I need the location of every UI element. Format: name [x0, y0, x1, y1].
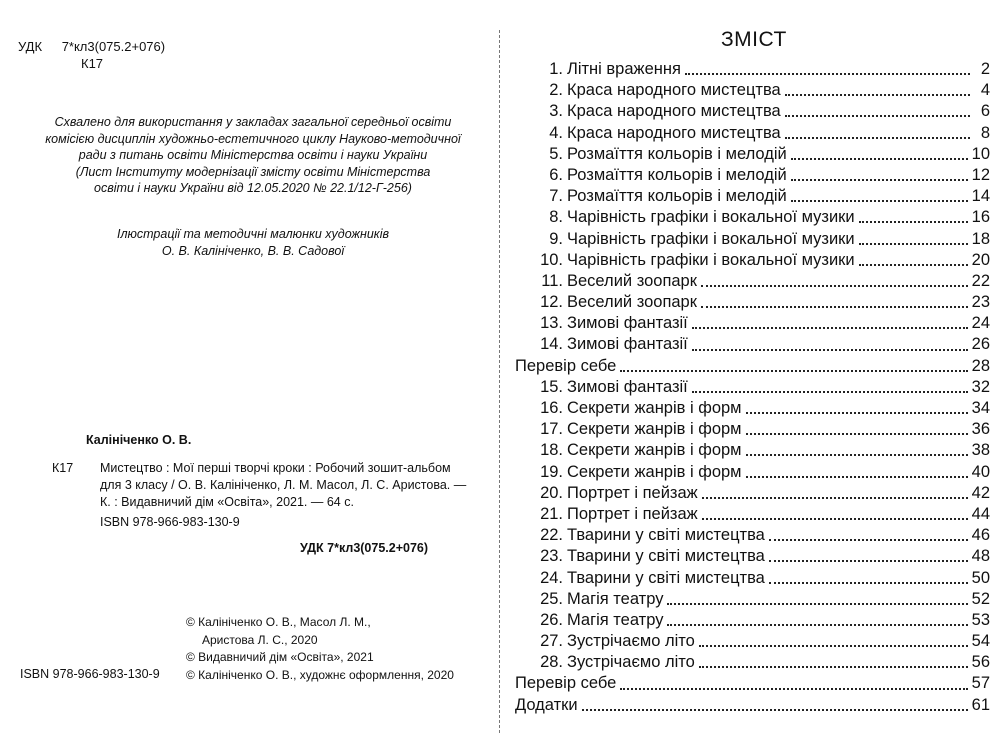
toc-item-title: Тварини у світі мистецтва — [567, 526, 765, 545]
toc-item-title: Зимові фантазії — [567, 335, 688, 354]
toc-item-title: Розмаїття кольорів і мелодій — [567, 144, 787, 163]
biblio-isbn: ISBN 978-966-983-130-9 — [100, 515, 240, 529]
approval-line: освіти і науки України від 12.05.2020 № 22.1/12-Г-256) — [94, 181, 412, 195]
contents-page — [515, 0, 993, 733]
toc-item-number: 17. — [540, 420, 563, 439]
toc-item-number: 8. — [549, 208, 563, 227]
toc-item-page: 34 — [971, 399, 990, 417]
toc-leader-dots — [769, 582, 968, 584]
toc-leader-dots — [701, 285, 968, 287]
toc-item-title: Чарівність графіки і вокальної музики — [567, 229, 855, 248]
toc-item-page: 4 — [980, 81, 990, 100]
toc-item — [515, 165, 990, 186]
toc-item-page: 32 — [971, 377, 990, 396]
page-divider — [499, 30, 500, 733]
toc-item-page: 50 — [971, 568, 990, 587]
toc-item-page: 38 — [971, 441, 990, 460]
toc-item-title: Зустрічаємо літо — [567, 653, 695, 672]
toc-item-page: 48 — [971, 547, 990, 566]
author-name: Калініченко О. В. — [86, 433, 192, 447]
bibliographic-record — [52, 432, 492, 529]
k17-code: К17 — [81, 56, 104, 71]
toc-item-page: 18 — [971, 229, 990, 248]
toc-item-number: 28. — [540, 653, 563, 672]
toc-item-number: 12. — [540, 293, 563, 312]
toc-leader-dots — [692, 349, 968, 351]
toc-leader-dots — [791, 158, 968, 160]
toc-item — [515, 144, 990, 165]
toc-leader-dots — [746, 454, 968, 456]
toc-leader-dots — [746, 433, 968, 435]
toc-item-title: Літні враження — [567, 60, 681, 78]
toc-item — [515, 123, 990, 144]
toc-item-title: Зимові фантазії — [567, 377, 688, 396]
approval-line: комісією дисциплін художньо-естетичного циклу Науково-методичної — [45, 131, 461, 146]
toc-item-page: 53 — [971, 610, 990, 629]
toc-item — [515, 59, 990, 80]
toc-leader-dots — [859, 221, 968, 223]
toc-item-title: Секрети жанрів і форм — [567, 462, 742, 481]
toc-item — [515, 186, 990, 207]
toc-item-page: 57 — [971, 674, 990, 693]
toc-item-page: 24 — [971, 314, 990, 333]
toc-item — [515, 377, 990, 398]
udk-block — [18, 38, 165, 72]
toc-item-title: Розмаїття кольорів і мелодій — [567, 187, 787, 206]
toc-item — [515, 673, 990, 694]
toc-item-title: Тварини у світі мистецтва — [567, 547, 765, 566]
toc-item-page: 28 — [971, 356, 990, 375]
toc-item — [515, 589, 990, 610]
udk-bottom: УДК 7*кл3(075.2+076) — [300, 541, 429, 555]
biblio-line: Мистецтво : Мої перші творчі кроки : Робочий зошит-альбом — [100, 461, 451, 475]
toc-item-title: Розмаїття кольорів і мелодій — [567, 165, 787, 184]
toc-item-page: 22 — [971, 271, 990, 290]
illustrators-names: О. В. Калініченко, В. В. Садової — [161, 244, 345, 258]
toc-leader-dots — [685, 73, 970, 75]
toc-item-number: 15. — [540, 377, 563, 396]
toc-item-number: 6. — [549, 165, 563, 184]
copyright-line: © Калініченко О. В., Масол Л. М., — [186, 615, 371, 629]
udk-code: 7*кл3(075.2+076) — [61, 39, 166, 54]
toc-item-number: 9. — [549, 229, 563, 248]
toc-item-title: Веселий зоопарк — [567, 293, 697, 312]
toc-item-number: 7. — [549, 187, 563, 206]
toc-item-title: Портрет і пейзаж — [567, 504, 698, 523]
illustrators-line: Ілюстрації та методичні малюнки художників — [116, 227, 390, 241]
toc-item-number: 10. — [540, 250, 563, 269]
copyright-line: © Видавничий дім «Освіта», 2021 — [186, 650, 374, 664]
toc-item — [515, 229, 990, 250]
toc-leader-dots — [746, 476, 968, 478]
toc-item-page: 52 — [971, 589, 990, 608]
toc-item-page: 12 — [971, 165, 990, 184]
toc-item — [515, 652, 990, 673]
toc-item-page: 10 — [971, 144, 990, 163]
toc-item-title: Веселий зоопарк — [567, 271, 697, 290]
toc-item-title: Чарівність графіки і вокальної музики — [567, 208, 855, 227]
copyright-line: © Калініченко О. В., художнє оформлення, 2020 — [186, 667, 454, 682]
approval-line: Схвалено для використання у закладах загальної середньої освіти — [54, 115, 452, 129]
toc-item-page: 42 — [971, 483, 990, 502]
toc-leader-dots — [692, 327, 968, 329]
toc-item — [515, 271, 990, 292]
toc-item-title: Перевір себе — [515, 356, 617, 375]
biblio-k17: К17 — [52, 461, 74, 475]
toc-item-title: Магія театру — [567, 610, 664, 629]
toc-item-title: Краса народного мистецтва — [567, 102, 781, 121]
toc-leader-dots — [699, 645, 968, 647]
toc-item-number: 20. — [540, 483, 563, 502]
toc-leader-dots — [702, 497, 968, 499]
toc-item — [515, 568, 990, 589]
copyright-block — [186, 614, 454, 684]
toc-item-number: 22. — [540, 526, 563, 545]
toc-item-page: 14 — [971, 187, 990, 206]
toc-item-title: Секрети жанрів і форм — [567, 399, 742, 417]
biblio-description — [100, 460, 495, 511]
toc-item — [515, 334, 990, 355]
toc-item — [515, 80, 990, 101]
toc-leader-dots — [699, 666, 968, 668]
toc-item — [515, 695, 990, 716]
toc-item-number: 11. — [541, 271, 563, 290]
toc-item-page: 16 — [971, 208, 990, 227]
biblio-line: К. : Видавничий дім «Освіта», 2021. — 64 с. — [100, 495, 354, 509]
toc-leader-dots — [785, 94, 970, 96]
toc-item-page: 26 — [971, 335, 990, 354]
toc-item — [515, 483, 990, 504]
approval-line: (Лист Інституту модернізації змісту освіти Міністерства — [75, 164, 431, 179]
toc-item-number: 16. — [540, 399, 563, 417]
toc-item-number: 21. — [540, 504, 563, 523]
toc-item — [515, 631, 990, 652]
toc-item-page: 23 — [971, 293, 990, 312]
toc-leader-dots — [859, 243, 968, 245]
toc-item-title: Краса народного мистецтва — [567, 81, 781, 100]
toc-leader-dots — [785, 137, 970, 139]
toc-item-title: Перевір себе — [515, 674, 617, 693]
toc-item-title: Зимові фантазії — [567, 314, 688, 333]
toc-item — [515, 440, 990, 461]
toc-item-page: 61 — [971, 695, 990, 714]
toc-item — [515, 546, 990, 567]
toc-item-page: 46 — [971, 526, 990, 545]
toc-list — [515, 59, 990, 716]
copyright-line: Аристова Л. С., 2020 — [202, 632, 318, 647]
toc-item-title: Додатки — [515, 695, 578, 714]
toc-item-number: 2. — [549, 81, 563, 100]
toc-leader-dots — [667, 624, 967, 626]
toc-leader-dots — [620, 370, 967, 372]
toc-item-page: 40 — [971, 462, 990, 481]
toc-item — [515, 356, 990, 377]
toc-leader-dots — [785, 115, 970, 117]
toc-leader-dots — [582, 709, 968, 711]
toc-item-number: 24. — [540, 568, 563, 587]
toc-leader-dots — [692, 391, 968, 393]
toc-item-page: 56 — [971, 653, 990, 672]
toc-item-title: Секрети жанрів і форм — [567, 441, 742, 460]
biblio-line: для 3 класу / О. В. Калініченко, Л. М. Масол, Л. С. Аристова. — — [100, 478, 467, 492]
toc-item-page: 6 — [980, 102, 990, 121]
toc-leader-dots — [667, 603, 967, 605]
toc-item — [515, 250, 990, 271]
toc-item-page: 44 — [971, 504, 990, 523]
toc-item-page: 54 — [971, 632, 990, 651]
toc-item — [515, 504, 990, 525]
toc-item-page: 36 — [971, 420, 990, 439]
isbn-bottom: ISBN 978-966-983-130-9 — [20, 667, 160, 681]
toc-item — [515, 610, 990, 631]
toc-item-page: 20 — [971, 250, 990, 269]
toc-item-title: Краса народного мистецтва — [567, 123, 781, 142]
toc-item-number: 14. — [540, 335, 563, 354]
toc-leader-dots — [769, 539, 968, 541]
toc-item — [515, 101, 990, 122]
toc-item-title: Секрети жанрів і форм — [567, 420, 742, 439]
toc-title: ЗМІСТ — [721, 28, 787, 51]
toc-leader-dots — [791, 200, 968, 202]
toc-item-number: 13. — [540, 314, 563, 333]
toc-item-title: Зустрічаємо літо — [567, 632, 695, 651]
toc-item-title: Чарівність графіки і вокальної музики — [567, 250, 855, 269]
toc-item-number: 27. — [540, 632, 563, 651]
toc-leader-dots — [702, 518, 968, 520]
toc-item-number: 25. — [540, 589, 563, 608]
approval-statement — [20, 114, 486, 197]
approval-line: ради з питань освіти Міністерства освіти і науки України — [78, 148, 428, 162]
toc-item — [515, 313, 990, 334]
toc-leader-dots — [746, 412, 968, 414]
toc-leader-dots — [701, 306, 968, 308]
toc-item-page: 8 — [980, 123, 990, 142]
toc-item-page: 2 — [980, 60, 990, 78]
toc-item-number: 5. — [549, 144, 563, 163]
toc-leader-dots — [859, 264, 968, 266]
illustrators-credit — [20, 226, 486, 260]
toc-item-number: 19. — [540, 462, 563, 481]
toc-item — [515, 525, 990, 546]
toc-item-title: Магія театру — [567, 589, 664, 608]
toc-item — [515, 207, 990, 228]
toc-item-title: Портрет і пейзаж — [567, 483, 698, 502]
udk-label: УДК — [18, 39, 43, 54]
toc-item — [515, 419, 990, 440]
toc-leader-dots — [791, 179, 968, 181]
toc-item-number: 23. — [540, 547, 563, 566]
imprint-page — [0, 0, 500, 733]
toc-item — [515, 398, 990, 419]
toc-item-number: 3. — [549, 102, 563, 121]
toc-item-number: 26. — [540, 610, 563, 629]
toc-item — [515, 462, 990, 483]
toc-item-title: Тварини у світі мистецтва — [567, 568, 765, 587]
toc-item-number: 18. — [540, 441, 563, 460]
toc-item-number: 4. — [549, 123, 563, 142]
toc-item — [515, 292, 990, 313]
toc-item-number: 1. — [549, 60, 563, 78]
toc-leader-dots — [620, 688, 967, 690]
toc-leader-dots — [769, 560, 968, 562]
